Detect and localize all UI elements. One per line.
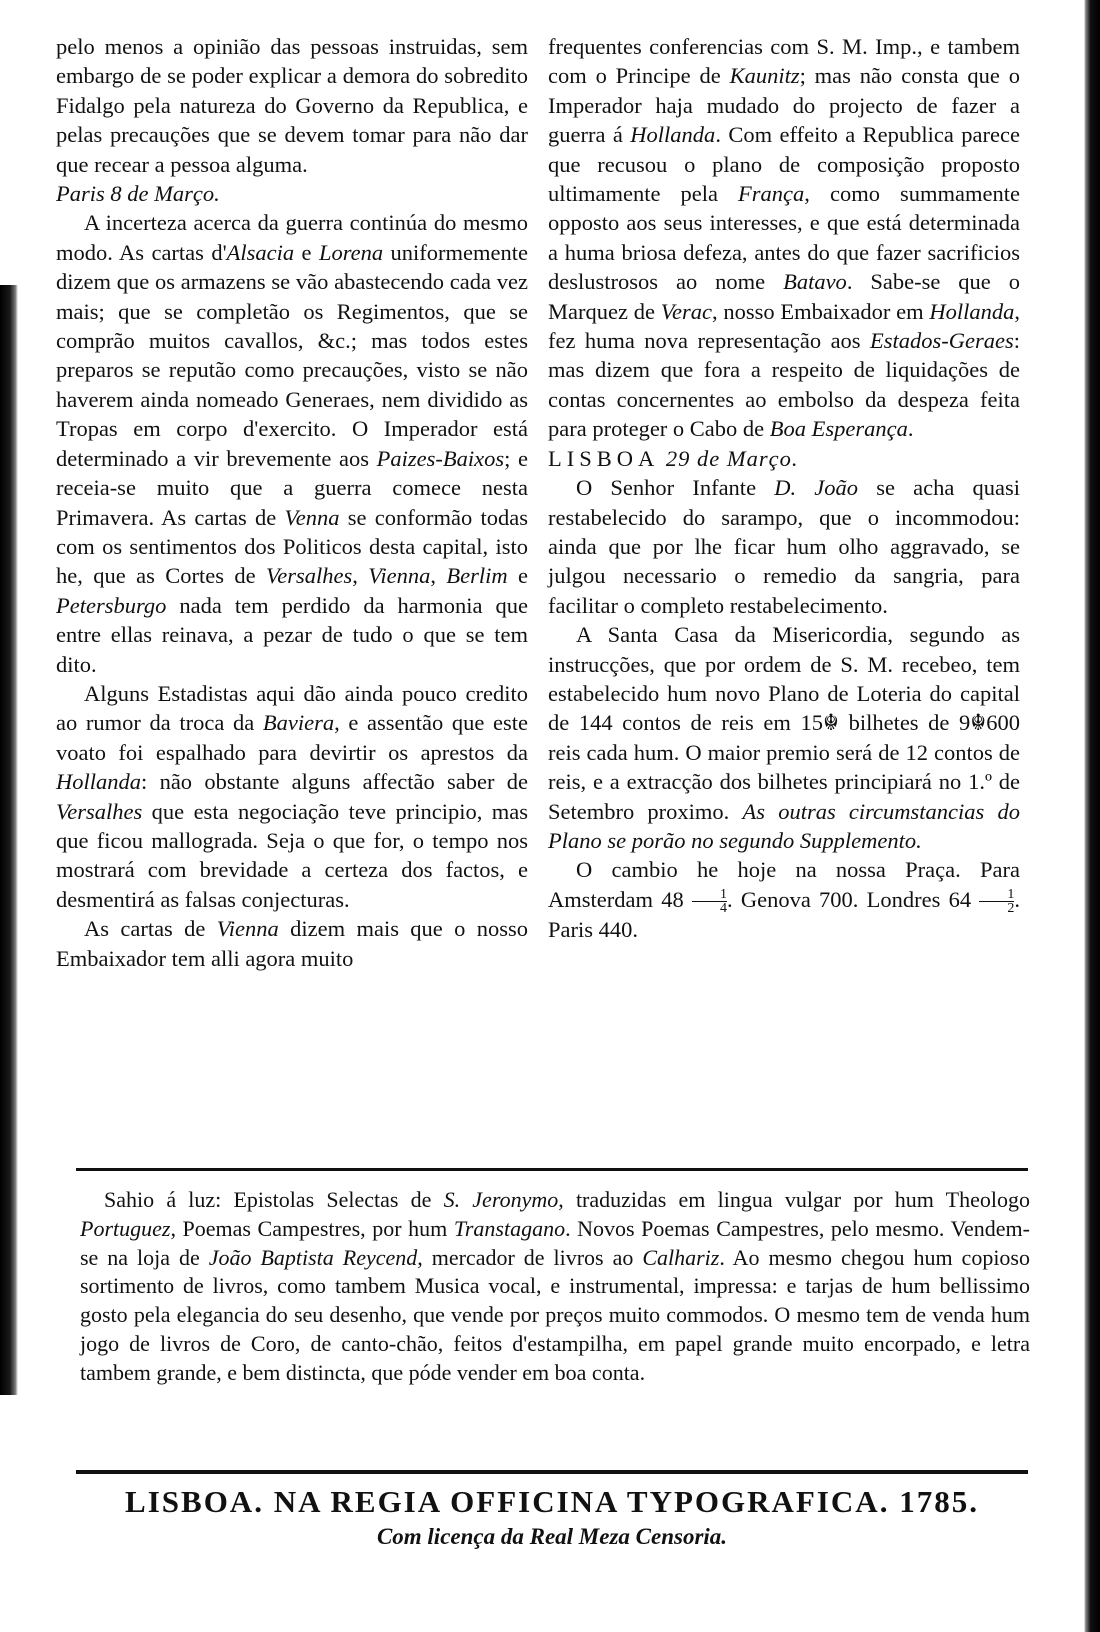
- right-paragraph-2: O Senhor Infante D. João se acha quasi restabelecido do sarampo, que o incommodou: ainda que por lhe ficar hum olho aggravado, se julgou necessario o remedio da sangria, para facilitar o completo restabelecimento.: [548, 475, 1020, 618]
- left-column: [56, 32, 528, 973]
- section-rule: [76, 1168, 1028, 1171]
- left-paragraph-3: Alguns Estadistas aqui dão ainda pouco credito ao rumor da troca da Baviera, e assentão que este voato foi espalhado para devirtir os aprestos da Hollanda: não obstante alguns affectão saber de Versalhes que esta negociação teve principio, mas que ficou mallograda. Seja o que for, o tempo nos mostrará com brevidade a certeza dos factos, e desmentirá as falsas conjecturas.: [56, 680, 528, 912]
- dateline-lisboa: LISBOA 29 de Março.: [548, 445, 799, 471]
- book-notice: Sahio á luz: Epistolas Selectas de S. Jeronymo, traduzidas em lingua vulgar por hum Theologo Portuguez, Poemas Campestres, por hum Transtagano. Novos Poemas Campestres, pelo mesmo. Vendem-se na loja de João Baptista Reycend, mercador de livros ao Calhariz. Ao mesmo chegou hum copioso sortimento de livros, como tambem Musica vocal, e instrumental, impressa: e tarjas de hum bellissimo gosto pela elegancia do seu desenho, que vende por preços muito commodos. O mesmo tem de venda hum jogo de livros de Coro, de canto-chão, feitos d'estampilha, em papel grande muito encorpado, e letra tambem grande, e bem distincta, que póde vender em boa conta.: [80, 1187, 1030, 1385]
- fraction-one-quarter: $\frac{1}{4}$: [692, 888, 727, 915]
- left-paragraph-4: As cartas de Vienna dizem mais que o nosso Embaixador tem alli agora muito: [56, 916, 528, 971]
- cifrao-sign: ☬: [970, 710, 987, 736]
- imprint-rule: [76, 1470, 1028, 1474]
- right-paragraph-4: O cambio he hoje na nossa Praça. Para Amsterdam 48 $\frac{1}{4}$ . Genova 700. Londres 64 $\frac{1}{2}$ . Paris 440.: [548, 857, 1021, 943]
- left-paragraph-1: pelo menos a opinião das pessoas instruidas, sem embargo de se poder explicar a demora do sobredito Fidalgo pela natureza do Governo da Republica, e pelas precauções que se devem tomar para não dar que recear a pessoa alguma.: [56, 34, 528, 177]
- right-column: [548, 32, 1020, 945]
- right-paragraph-3: A Santa Casa da Misericordia, segundo as instrucções, que por ordem de S. M. recebeo, tem estabelecido hum novo Plano de Loteria do capital de 144 contos de reis em 15☬ bilhetes de 9☬600 reis cada hum. O maior premio será de 12 contos de reis, e a extracção dos bilhetes principiará no 1.º de Setembro proximo. As outras circumstancias do Plano se porão no segundo Supplemento.: [548, 622, 1020, 853]
- dateline-paris: Paris 8 de Março.: [56, 181, 220, 207]
- cifrao-sign: ☬: [822, 710, 839, 736]
- right-paragraph-1: frequentes conferencias com S. M. Imp., e tambem com o Principe de Kaunitz; mas não consta que o Imperador haja mudado do projecto de fazer a guerra á Hollanda. Com effeito a Republica parece que recusou o plano de composição proposto ultimamente pela França, como summamente opposto aos seus interesses, e que está determinada a huma briosa defeza, antes do que fazer sacrificios deslustrosos ao nome Batavo. Sabe-se que o Marquez de Verac, nosso Embaixador em Hollanda, fez huma nova representação aos Estados-Geraes: mas dizem que fora a respeito de liquidações de contas concernentes ao embolso da despeza feita para proteger o Cabo de Boa Esperança.: [548, 34, 1020, 442]
- licence-line: Com licença da Real Meza Censoria.: [376, 1524, 728, 1549]
- scan-edge-right: [1084, 0, 1100, 1632]
- left-paragraph-2: A incerteza acerca da guerra continúa do mesmo modo. As cartas d'Alsacia e Lorena uniformemente dizem que os armazens se vão abastecendo cada vez mais; que se completão os Regimentos, que se comprão muitos cavallos, &c.; mas todos estes preparos se reputão como precauções, visto se não haverem ainda nomeado Generaes, nem dividido as Tropas em corpo d'exercito. O Imperador está determinado a vir brevemente aos Paizes-Baixos; e receia-se muito que a guerra comece nesta Primavera. As cartas de Venna se conformão todas com os sentimentos dos Politicos desta capital, isto he, que as Cortes de Versalhes, Vienna, Berlim e Petersburgo nada tem perdido da harmonia que entre ellas reinava, a pezar de tudo o que se tem dito.: [56, 210, 528, 677]
- fraction-one-half: $\frac{1}{2}$: [979, 888, 1014, 915]
- scan-edge-left: [0, 285, 18, 1395]
- imprint-line: LISBOA. NA REGIA OFFICINA TYPOGRAFICA. 1785.: [125, 1484, 979, 1519]
